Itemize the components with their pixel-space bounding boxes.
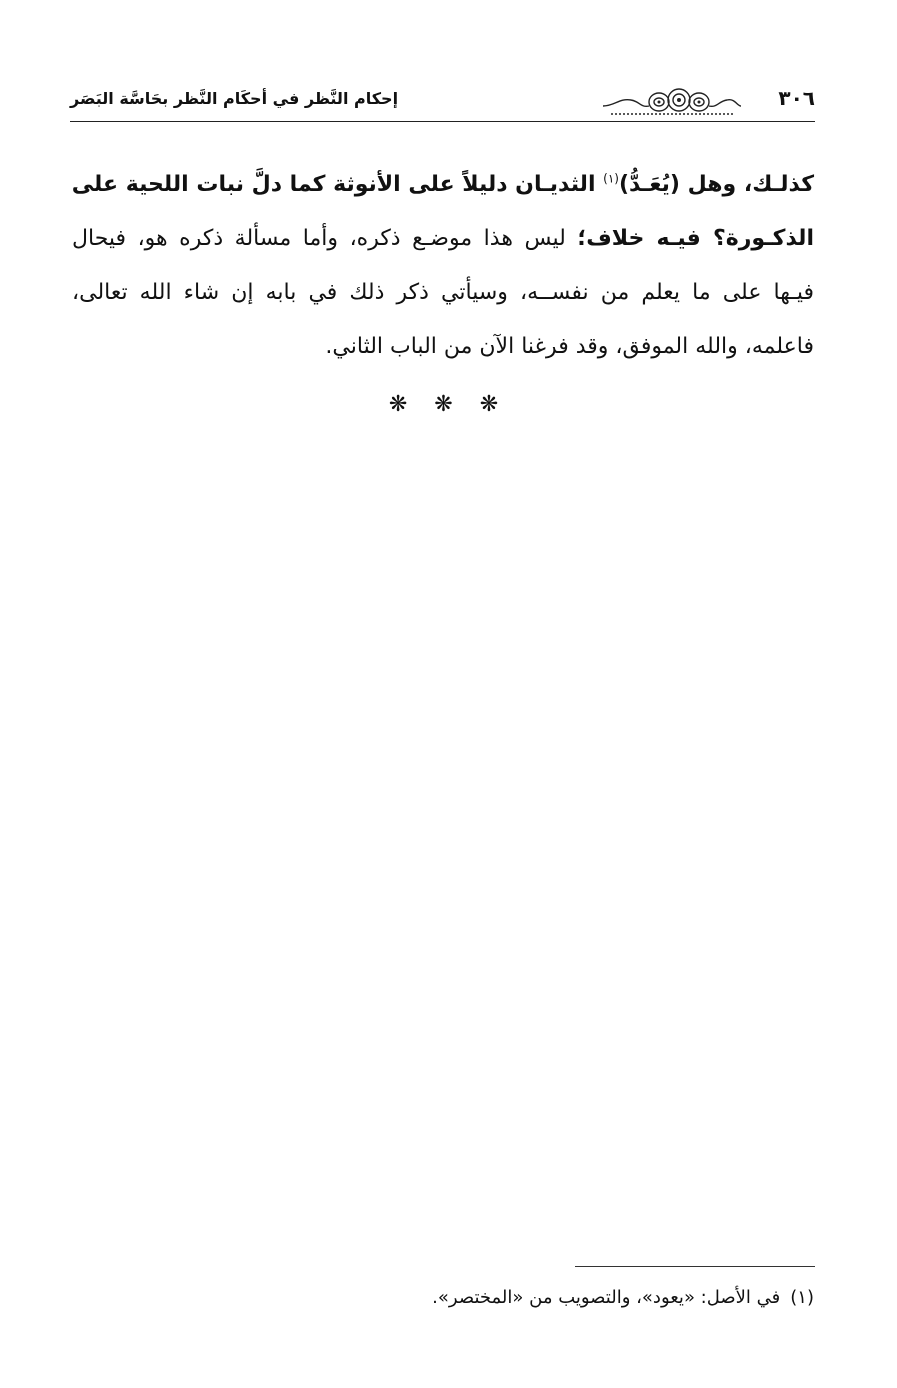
- body-text: [72, 158, 814, 374]
- body-line-1: [72, 158, 814, 212]
- body-line-2-regular: ليس هذا موضـع ذكره، وأما مسألة ذكره هو، فيحال: [72, 226, 578, 251]
- footnote-number: (١): [790, 1287, 814, 1308]
- running-header: [70, 84, 815, 124]
- body-line-1-part-1: كذلـك، وهل (يُعَـدُّ): [618, 172, 814, 197]
- footnote-text: في الأصل: «يعود»، والتصويب من «المختصر».: [432, 1287, 781, 1308]
- decorative-ornament-icon: [601, 84, 743, 118]
- footnote-rule: [575, 1266, 815, 1267]
- body-line-1-part-2: الثديـان دليلاً على الأنوثة كما دلَّ نبات اللحية على: [71, 172, 604, 197]
- page-number: ٣٠٦: [778, 86, 815, 110]
- body-line-3: فيـها على ما يعلم من نفســه، وسيأتي ذكر ذلك في بابه إن شاء الله تعالى،: [72, 280, 814, 305]
- footnote-1: [200, 1287, 814, 1308]
- section-divider: ❋ ❋ ❋: [388, 392, 509, 417]
- body-line-2-bold: الذكـورة؟ فيـه خلاف؛: [577, 226, 814, 251]
- body-line-4: فاعلمه، والله الموفق، وقد فرغنا الآن من الباب الثاني.: [325, 334, 814, 359]
- running-title: إحكام النَّظر في أحكَام النَّظر بحَاسَّة البَصَر: [70, 89, 399, 108]
- footnote-reference[interactable]: (١): [603, 171, 619, 186]
- body-line-2: [72, 212, 814, 266]
- header-rule: [70, 121, 815, 122]
